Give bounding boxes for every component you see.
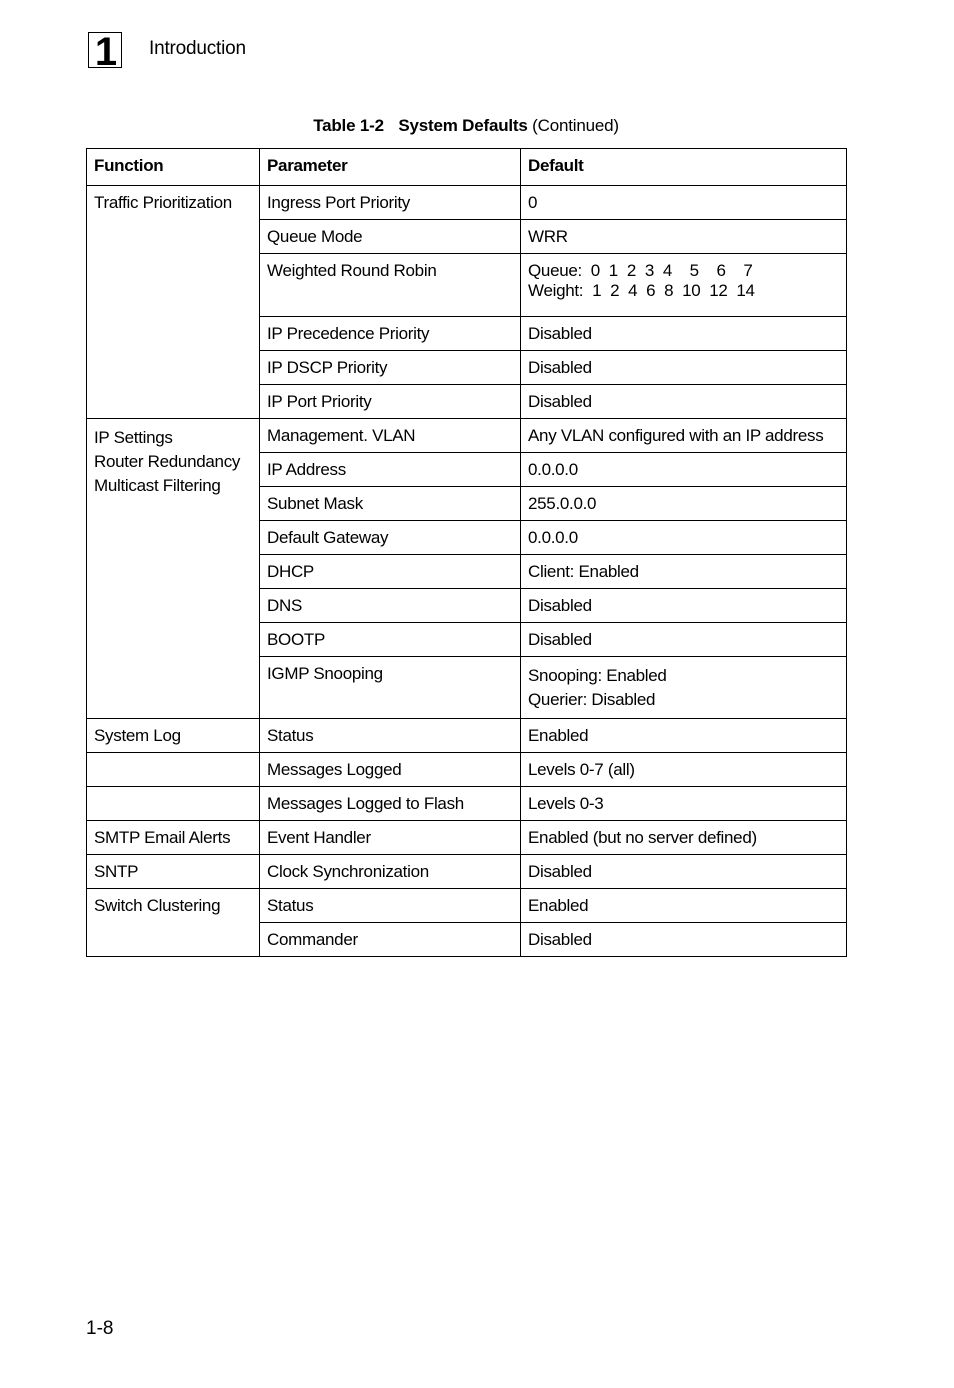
chapter-title: Introduction — [149, 38, 246, 59]
function-cell — [87, 753, 260, 787]
parameter-cell: Messages Logged to Flash — [260, 787, 521, 821]
default-cell: 0.0.0.0 — [521, 453, 847, 487]
system-defaults-table — [86, 148, 847, 957]
parameter-cell: Status — [260, 719, 521, 753]
parameter-cell: IP DSCP Priority — [260, 351, 521, 385]
parameter-cell: DHCP — [260, 555, 521, 589]
default-cell: Enabled — [521, 719, 847, 753]
default-cell: Disabled — [521, 623, 847, 657]
default-cell: Enabled (but no server defined) — [521, 821, 847, 855]
column-header-function: Function — [87, 149, 260, 186]
table-row — [87, 821, 847, 855]
default-line: Querier: Disabled — [528, 690, 656, 709]
default-line: Snooping: Enabled — [528, 666, 667, 685]
table-row — [87, 889, 847, 923]
function-cell — [87, 787, 260, 821]
parameter-cell: Event Handler — [260, 821, 521, 855]
parameter-cell: BOOTP — [260, 623, 521, 657]
parameter-cell: Weighted Round Robin — [260, 254, 521, 317]
parameter-cell: Clock Synchronization — [260, 855, 521, 889]
default-cell: Disabled — [521, 317, 847, 351]
function-cell: Traffic Prioritization — [87, 186, 260, 419]
parameter-cell: IGMP Snooping — [260, 657, 521, 719]
table-row — [87, 855, 847, 889]
function-cell: SNTP — [87, 855, 260, 889]
default-cell: 0.0.0.0 — [521, 521, 847, 555]
function-cell — [87, 419, 260, 719]
parameter-cell: Commander — [260, 923, 521, 957]
svg-text:1: 1 — [94, 32, 118, 68]
function-cell: System Log — [87, 719, 260, 753]
table-row — [87, 787, 847, 821]
parameter-cell: Subnet Mask — [260, 487, 521, 521]
table-row — [87, 719, 847, 753]
parameter-cell: DNS — [260, 589, 521, 623]
parameter-cell: Management. VLAN — [260, 419, 521, 453]
table-title: System Defaults — [398, 116, 528, 135]
default-cell: Client: Enabled — [521, 555, 847, 589]
table-row — [87, 419, 847, 453]
default-cell: Queue: 0 1 2 3 4 5 6 7 Weight: 1 2 4 6 8 10 12 14 — [521, 254, 847, 317]
default-cell: Levels 0-7 (all) — [521, 753, 847, 787]
parameter-cell: Ingress Port Priority — [260, 186, 521, 220]
default-cell: Disabled — [521, 385, 847, 419]
parameter-cell: Queue Mode — [260, 220, 521, 254]
parameter-cell: IP Precedence Priority — [260, 317, 521, 351]
parameter-cell: Default Gateway — [260, 521, 521, 555]
parameter-cell: IP Address — [260, 453, 521, 487]
default-cell: Disabled — [521, 351, 847, 385]
default-cell: Enabled — [521, 889, 847, 923]
default-cell: Disabled — [521, 923, 847, 957]
parameter-cell: Status — [260, 889, 521, 923]
chapter-number-icon — [88, 32, 122, 68]
parameter-cell: Messages Logged — [260, 753, 521, 787]
function-line: Router Redundancy — [94, 452, 241, 471]
column-header-parameter: Parameter — [260, 149, 521, 186]
function-cell: SMTP Email Alerts — [87, 821, 260, 855]
default-cell: Levels 0-3 — [521, 787, 847, 821]
default-cell: Disabled — [521, 589, 847, 623]
table-row — [87, 753, 847, 787]
default-cell: WRR — [521, 220, 847, 254]
default-cell: Any VLAN configured with an IP address — [521, 419, 847, 453]
default-cell: 0 — [521, 186, 847, 220]
page-number: 1-8 — [86, 1318, 114, 1339]
table-number: Table 1-2 — [313, 116, 384, 135]
default-cell: 255.0.0.0 — [521, 487, 847, 521]
table-title-suffix: (Continued) — [532, 116, 619, 135]
table-header-row — [87, 149, 847, 186]
table-row — [87, 186, 847, 220]
default-cell: Disabled — [521, 855, 847, 889]
function-cell: Switch Clustering — [87, 889, 260, 957]
table-caption — [86, 116, 846, 136]
function-line: IP Settings — [94, 428, 173, 447]
column-header-default: Default — [521, 149, 847, 186]
default-cell — [521, 657, 847, 719]
parameter-cell: IP Port Priority — [260, 385, 521, 419]
function-line: Multicast Filtering — [94, 476, 221, 495]
